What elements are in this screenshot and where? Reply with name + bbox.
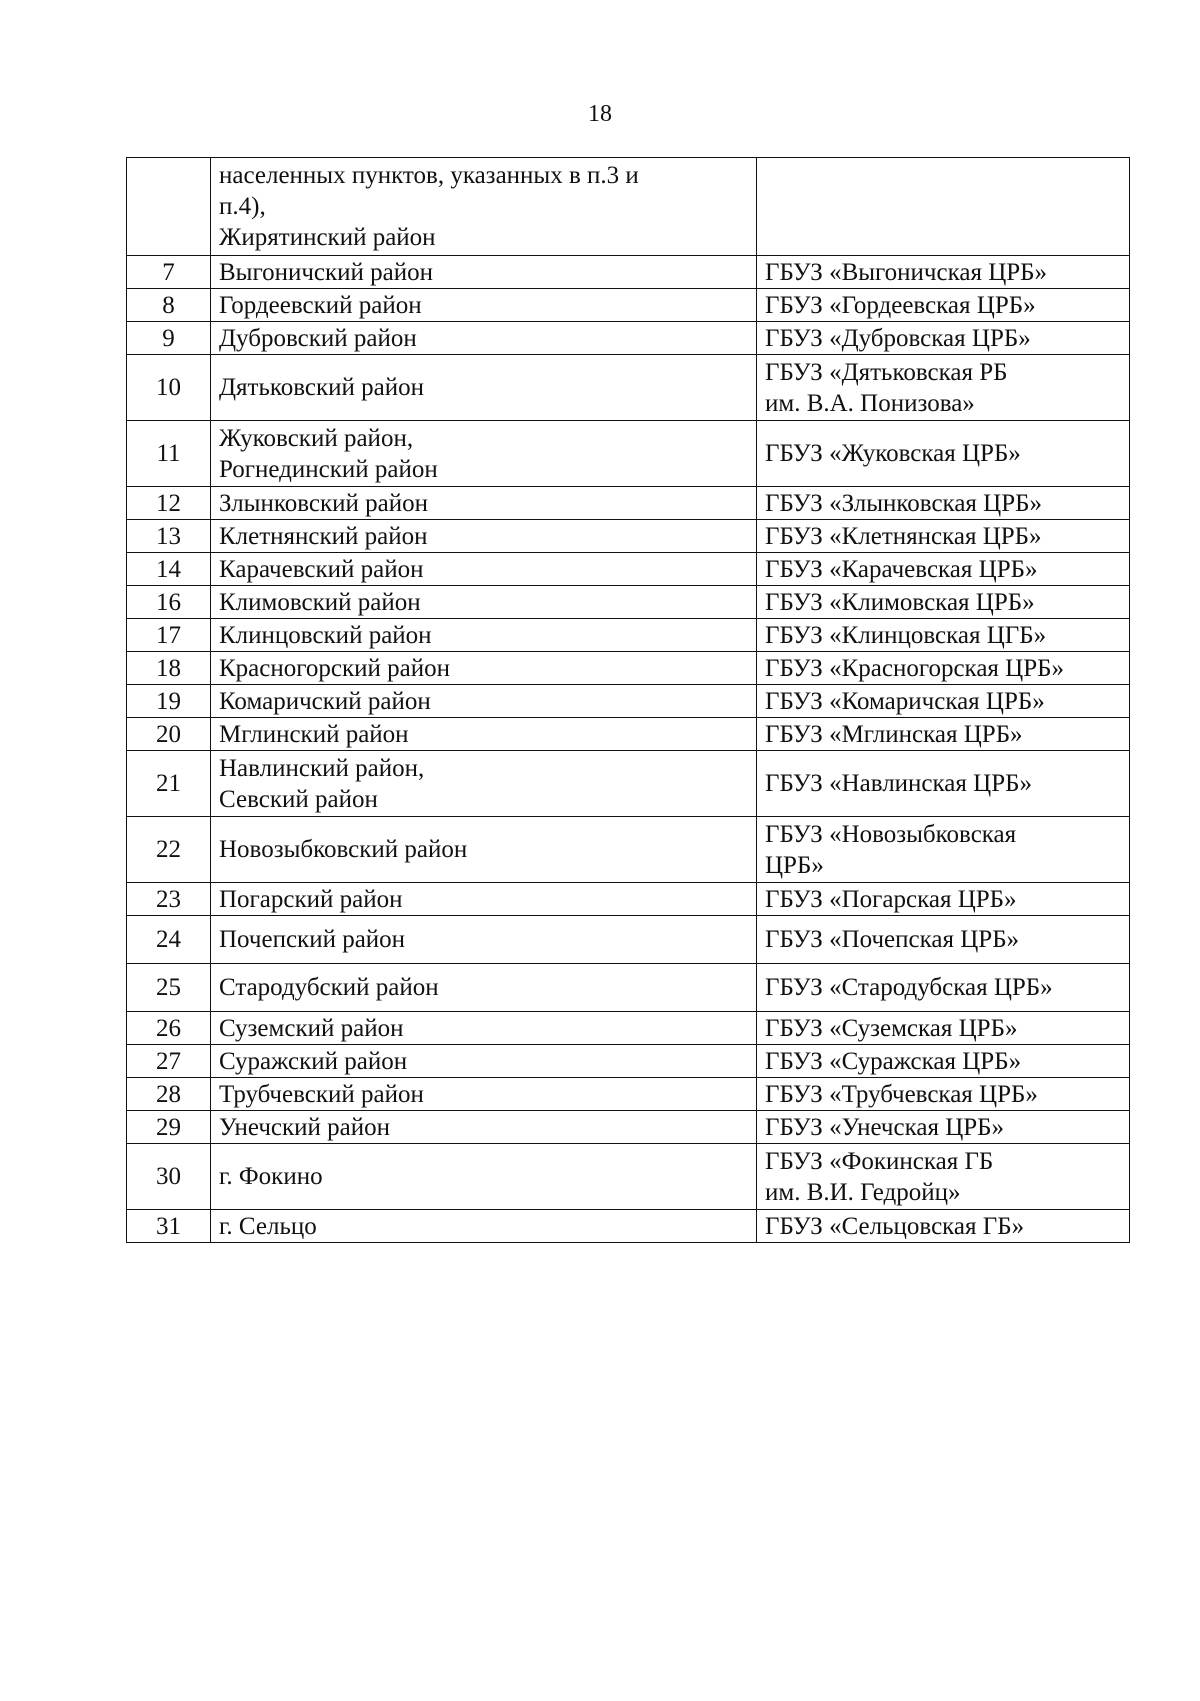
district-cell	[211, 487, 757, 520]
table-row	[127, 1111, 1130, 1144]
hospital-cell	[757, 685, 1130, 718]
hospital-name: ГБУЗ «Выгоничская ЦРБ»	[765, 258, 1048, 286]
hospital-cell	[757, 1045, 1130, 1078]
table-row	[127, 916, 1130, 964]
hospital-name: ГБУЗ «Комаричская ЦРБ»	[765, 687, 1045, 715]
hospital-name: ГБУЗ «Климовская ЦРБ»	[765, 588, 1035, 616]
hospital-cell	[757, 1078, 1130, 1111]
hospital-cell	[757, 1144, 1130, 1210]
district-cell	[211, 1144, 757, 1210]
district-cell	[211, 289, 757, 322]
table-row	[127, 158, 1130, 256]
row-number: 14	[127, 553, 211, 586]
district-name: Клетнянский район	[219, 522, 428, 550]
row-number: 23	[127, 883, 211, 916]
table-row	[127, 256, 1130, 289]
table-row	[127, 289, 1130, 322]
hospital-cell	[757, 652, 1130, 685]
hospital-cell	[757, 158, 1130, 256]
table-row	[127, 421, 1130, 487]
row-number: 22	[127, 817, 211, 883]
table-row	[127, 487, 1130, 520]
table-row	[127, 553, 1130, 586]
district-cell	[211, 1012, 757, 1045]
district-cell	[211, 586, 757, 619]
row-number: 29	[127, 1111, 211, 1144]
hospital-cell	[757, 322, 1130, 355]
row-number: 21	[127, 751, 211, 817]
district-cell	[211, 256, 757, 289]
hospital-name: ГБУЗ «Клинцовская ЦГБ»	[765, 621, 1047, 649]
hospital-cell	[757, 817, 1130, 883]
hospital-cell	[757, 487, 1130, 520]
hospital-name: ГБУЗ «Карачевская ЦРБ»	[765, 555, 1038, 583]
district-cell	[211, 964, 757, 1012]
district-name: Суражский район	[219, 1047, 408, 1075]
district-name: п.4),	[219, 193, 266, 220]
district-cell	[211, 718, 757, 751]
hospital-name: ГБУЗ «Жуковская ЦРБ»	[765, 440, 1021, 467]
table-row	[127, 964, 1130, 1012]
district-name: Комаричский район	[219, 687, 431, 715]
row-number: 11	[127, 421, 211, 487]
hospital-name: ГБУЗ «Злынковская ЦРБ»	[765, 489, 1042, 517]
row-number: 9	[127, 322, 211, 355]
hospital-cell	[757, 520, 1130, 553]
district-cell	[211, 1210, 757, 1243]
table-row	[127, 1144, 1130, 1210]
table-row	[127, 1078, 1130, 1111]
row-number: 31	[127, 1210, 211, 1243]
district-name: Почепский район	[219, 926, 406, 953]
district-name: г. Сельцо	[219, 1212, 317, 1240]
hospital-name: ГБУЗ «Трубчевская ЦРБ»	[765, 1080, 1038, 1108]
district-name: Гордеевский район	[219, 291, 422, 319]
row-number: 8	[127, 289, 211, 322]
hospital-name: им. В.А. Понизова»	[765, 389, 975, 417]
hospital-name: ГБУЗ «Новозыбковская	[765, 820, 1017, 848]
hospital-cell	[757, 718, 1130, 751]
hospital-cell	[757, 1012, 1130, 1045]
table-row	[127, 883, 1130, 916]
district-name: Стародубский район	[219, 974, 439, 1001]
row-number: 25	[127, 964, 211, 1012]
row-number: 20	[127, 718, 211, 751]
row-number: 28	[127, 1078, 211, 1111]
district-cell	[211, 1045, 757, 1078]
hospital-name: ГБУЗ «Навлинская ЦРБ»	[765, 770, 1032, 797]
hospital-cell	[757, 553, 1130, 586]
hospital-cell	[757, 586, 1130, 619]
district-name: Дубровский район	[219, 324, 417, 352]
hospital-cell	[757, 256, 1130, 289]
district-name: Рогнединский район	[219, 455, 438, 483]
table-row	[127, 817, 1130, 883]
district-cell	[211, 883, 757, 916]
district-cell	[211, 421, 757, 487]
district-cell	[211, 1078, 757, 1111]
page-number: 18	[588, 101, 612, 127]
district-cell	[211, 355, 757, 421]
table-row	[127, 520, 1130, 553]
row-number: 30	[127, 1144, 211, 1210]
hospital-name: ГБУЗ «Погарская ЦРБ»	[765, 885, 1017, 913]
district-name: Красногорский район	[219, 654, 450, 682]
hospital-name: ГБУЗ «Сельцовская ГБ»	[765, 1212, 1025, 1240]
row-number: 27	[127, 1045, 211, 1078]
hospital-name: ГБУЗ «Суражская ЦРБ»	[765, 1047, 1022, 1075]
hospital-cell	[757, 1210, 1130, 1243]
table-row	[127, 322, 1130, 355]
hospital-name: ГБУЗ «Дубровская ЦРБ»	[765, 324, 1031, 352]
district-cell	[211, 751, 757, 817]
table-row	[127, 685, 1130, 718]
row-number	[127, 158, 211, 256]
hospital-name: ГБУЗ «Клетнянская ЦРБ»	[765, 522, 1042, 550]
hospital-name: ЦРБ»	[765, 851, 824, 879]
hospital-cell	[757, 421, 1130, 487]
hospital-name: ГБУЗ «Почепская ЦРБ»	[765, 926, 1020, 953]
hospital-name: ГБУЗ «Стародубская ЦРБ»	[765, 974, 1053, 1001]
hospital-cell	[757, 289, 1130, 322]
district-name: Жирятинский район	[219, 224, 436, 251]
hospital-cell	[757, 355, 1130, 421]
hospital-cell	[757, 916, 1130, 964]
district-name: Дятьковский район	[219, 374, 425, 401]
row-number: 7	[127, 256, 211, 289]
row-number: 24	[127, 916, 211, 964]
district-cell	[211, 520, 757, 553]
hospital-name: ГБУЗ «Мглинская ЦРБ»	[765, 720, 1023, 748]
hospital-cell	[757, 619, 1130, 652]
district-cell	[211, 1111, 757, 1144]
district-name: Климовский район	[219, 588, 421, 616]
hospital-name: им. В.И. Гедройц»	[765, 1178, 961, 1206]
row-number: 16	[127, 586, 211, 619]
district-name: Мглинский район	[219, 720, 409, 748]
district-name: Навлинский район,	[219, 754, 425, 782]
district-name: Выгоничский район	[219, 258, 434, 286]
district-cell	[211, 916, 757, 964]
hospital-name: ГБУЗ «Суземская ЦРБ»	[765, 1014, 1018, 1042]
district-name: Суземский район	[219, 1014, 404, 1042]
row-number: 19	[127, 685, 211, 718]
hospital-cell	[757, 1111, 1130, 1144]
district-name: Севский район	[219, 785, 378, 813]
district-cell	[211, 158, 757, 256]
district-name: г. Фокино	[219, 1163, 323, 1190]
table-row	[127, 1210, 1130, 1243]
hospital-cell	[757, 751, 1130, 817]
table-row	[127, 586, 1130, 619]
district-hospital-table	[126, 157, 1130, 1243]
hospital-name: ГБУЗ «Красногорская ЦРБ»	[765, 654, 1064, 682]
district-cell	[211, 652, 757, 685]
hospital-name: ГБУЗ «Унечская ЦРБ»	[765, 1113, 1005, 1141]
district-name: Злынковский район	[219, 489, 428, 517]
district-cell	[211, 322, 757, 355]
row-number: 12	[127, 487, 211, 520]
district-name: Трубчевский район	[219, 1080, 424, 1108]
district-name: Жуковский район,	[219, 424, 414, 452]
table-row	[127, 751, 1130, 817]
hospital-cell	[757, 883, 1130, 916]
table-row	[127, 1045, 1130, 1078]
district-name: Погарский район	[219, 885, 403, 913]
hospital-cell	[757, 964, 1130, 1012]
hospital-name: ГБУЗ «Фокинская ГБ	[765, 1147, 994, 1175]
row-number: 18	[127, 652, 211, 685]
row-number: 10	[127, 355, 211, 421]
hospital-name: ГБУЗ «Гордеевская ЦРБ»	[765, 291, 1036, 319]
district-name: Карачевский район	[219, 555, 424, 583]
table-row	[127, 1012, 1130, 1045]
table-row	[127, 652, 1130, 685]
table-row	[127, 355, 1130, 421]
district-name: Клинцовский район	[219, 621, 432, 649]
table-body	[127, 158, 1130, 1243]
row-number: 13	[127, 520, 211, 553]
district-name: Унечский район	[219, 1113, 391, 1141]
row-number: 17	[127, 619, 211, 652]
district-cell	[211, 619, 757, 652]
district-cell	[211, 817, 757, 883]
table-row	[127, 619, 1130, 652]
row-number: 26	[127, 1012, 211, 1045]
district-cell	[211, 685, 757, 718]
district-name: населенных пунктов, указанных в п.3 и	[219, 162, 639, 189]
hospital-name: ГБУЗ «Дятьковская РБ	[765, 358, 1008, 386]
district-cell	[211, 553, 757, 586]
table-row	[127, 718, 1130, 751]
district-name: Новозыбковский район	[219, 836, 468, 863]
